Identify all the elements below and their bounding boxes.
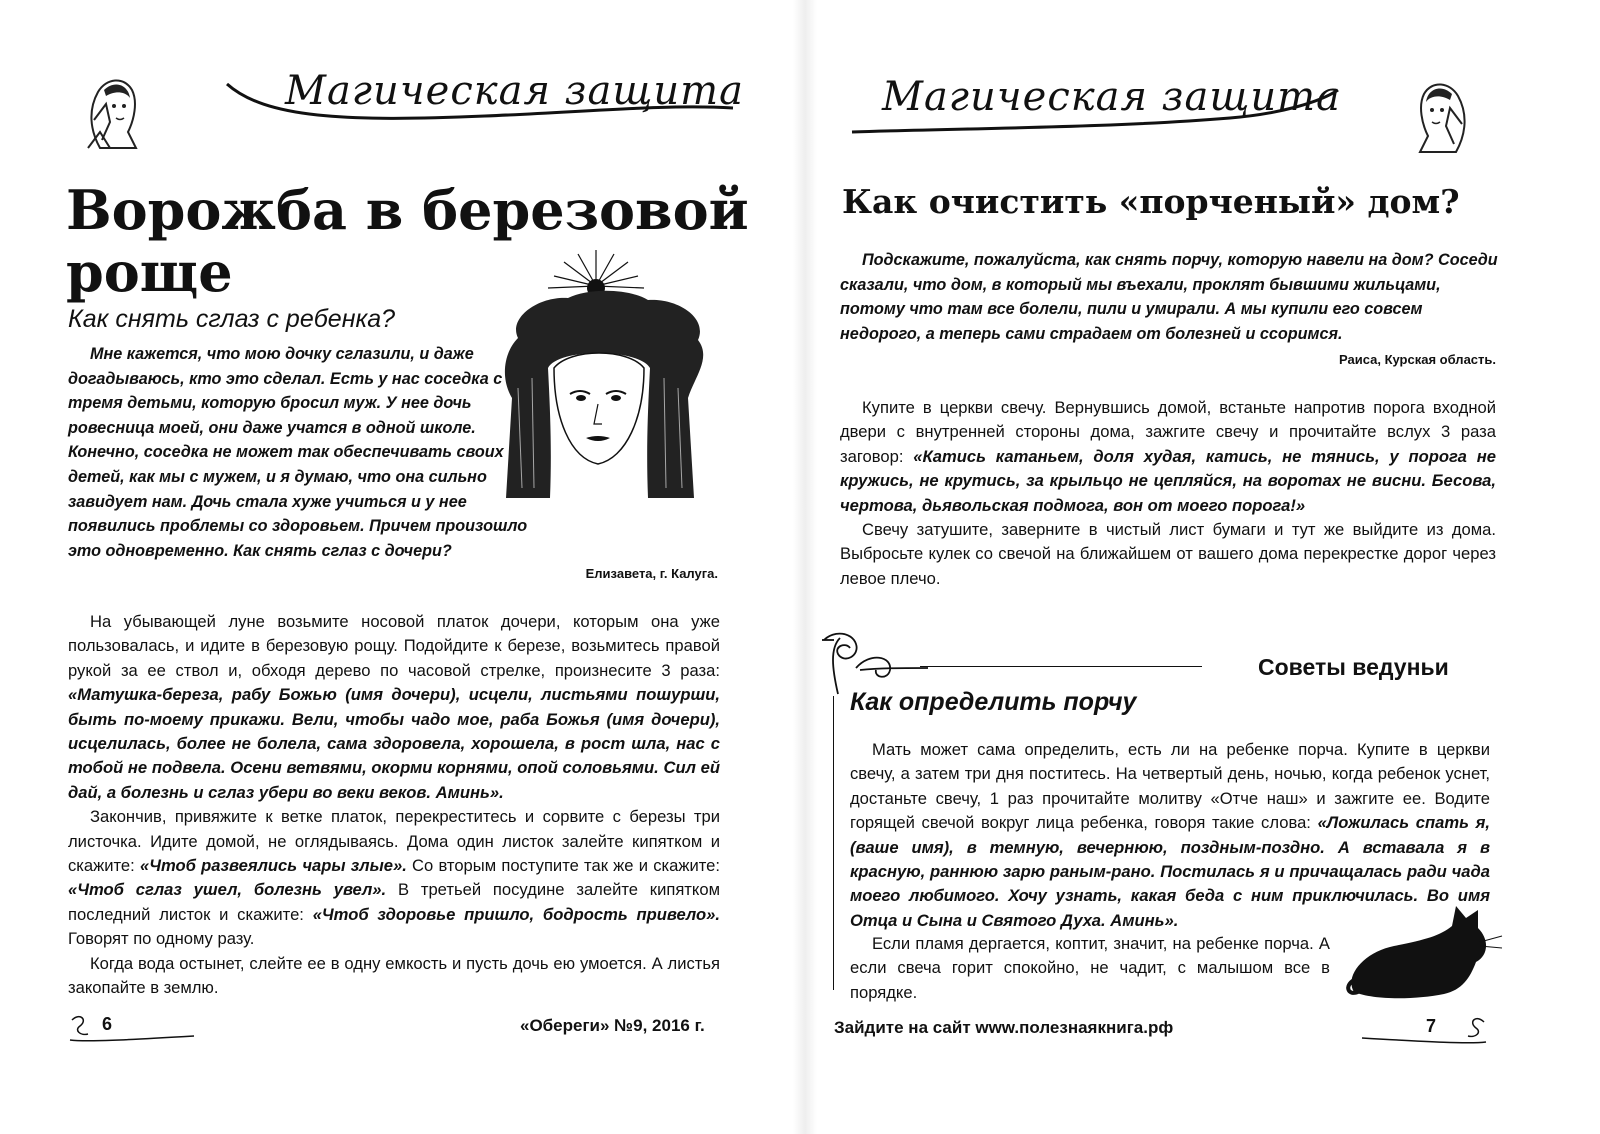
issue-label: «Обереги» №9, 2016 г. <box>520 1016 705 1035</box>
page-number-left: 6 <box>102 1014 113 1034</box>
flourish-icon-right <box>1360 1012 1490 1048</box>
woman-portrait-icon <box>80 70 146 150</box>
letter-signature-right: Раиса, Курская область. <box>1339 352 1496 367</box>
sidebar-paragraph-1-text: Мать может сама определить, есть ли на ребенке порча. Купите в церкви свечу, а затем три дня поститесь. На четвертый день, ночью, когда ребенок уснет, достаньте свечу, 1 раз прочитайте молитву «Отче наш» и зажгите ее. Водите горящей свечой вокруг лица ребенка, говоря такие слова: <box>850 740 1490 833</box>
paragraph-2-c: Со вторым поступите так же и скажите: <box>406 856 720 876</box>
paragraph-2-e: В третьей посудине залейте кипятком последний листок и скажите: <box>68 880 720 924</box>
letter-signature: Елизавета, г. Калуга. <box>585 566 718 581</box>
paragraph-r2: Свечу затушите, заверните в чистый лист бумаги и тут же выйдите из дома. Выбросьте кулек со свечой на ближайшем от вашего дома перекрестке дорог через левое плечо. <box>840 520 1496 588</box>
paragraph-1 <box>68 610 720 805</box>
article-body-right <box>840 396 1496 591</box>
book-spine <box>793 0 817 1134</box>
tree-woman-illustration <box>498 248 720 498</box>
paragraph-2-f: «Чтоб здоровье пришло, бодрость привело». <box>312 904 720 924</box>
paragraph-2-g: Говорят по одному разу. <box>68 929 255 949</box>
sidebar-body-2 <box>850 932 1330 1005</box>
paragraph-1-text: На убывающей луне возьмите носовой платок дочери, которым она уже пользовалась, и идите в березовую рощу. Подойдите к березе, возьмитесь правой рукой за ее ствол и, обходя дерево по часовой стрелке, произнесите 3 раза: <box>68 612 720 680</box>
subhead: Как снять сглаз с ребенка? <box>68 305 396 333</box>
reader-letter-right: Подскажите, пожалуйста, как снять порчу, которую навели на дом? Соседи сказали, что дом, в который мы въехали, проклят бывшими жильцами, потому что там все болели, пили и умирали. А мы купили его совсем недорого, а теперь сами страдаем от болезней и ссоримся. <box>840 251 1498 343</box>
paragraph-2-d: «Чтоб сглаз ушел, болезнь увел». <box>68 880 387 900</box>
left-page <box>0 0 790 1134</box>
footer-site: Зайдите на сайт www.полезнаякнига.рф <box>834 1018 1174 1037</box>
sidebar-paragraph-2: Если пламя дергается, коптит, значит, на ребенке порча. А если свеча горит спокойно, не чадит, с малышом все в порядке. <box>850 934 1330 1002</box>
header-title-right: Магическая защита <box>882 74 1341 120</box>
paragraph-2-a: Закончив, привяжите к ветке платок, перекреститесь и сорвите с березы три листочка. Идите домой, не оглядываясь. Дома один листок залейте кипятком и скажите: <box>68 807 720 876</box>
headline-line1: Ворожба в березовой <box>66 178 749 242</box>
reader-letter: Мне кажется, что мою дочку сглазили, и даже догадываюсь, кто это сделал. Есть у нас соседка с тремя детьми, которую бросил муж. У нее дочь ровесница моей, они даже учатся в одной школе. Конечно, соседка не может так обеспечивать своих детей, как мы с мужем, и я думаю, что она сильно завидует нам. Дочь стала хуже учиться и у нее появились проблемы со здоровьем. Причем произошло это одновременно. Как снять сглаз с дочери? <box>68 345 528 560</box>
headline-right: Как очистить «порченый» дом? <box>842 182 1460 221</box>
flourish-icon <box>66 1010 196 1046</box>
sidebar-paragraph-1-spell: «Ложилась спать я, (ваше имя), в темную, вечернюю, поздным-поздно. А вставала я в красную, раннюю зарю раным-рано. Постилась я и причащалась ради чада моего любимого. Хочу узнать, какая беда с ним приключилась. Во имя Отца и Сына и Святого Духа. Аминь». <box>850 813 1490 930</box>
sidebar-top-rule <box>920 666 1202 667</box>
sidebar-left-rule <box>833 696 834 990</box>
woman-portrait-icon-right <box>1410 74 1476 154</box>
paragraph-2 <box>68 805 720 951</box>
page-number-right: 7 <box>1426 1016 1437 1036</box>
paragraph-r1-text: Купите в церкви свечу. Вернувшись домой, встаньте напротив порога входной двери с внутренней стороны дома, зажгите свечу и прочитайте вслух 3 раза заговор: <box>840 398 1496 466</box>
paragraph-2-b: «Чтоб развеялись чары злые». <box>140 856 407 876</box>
headline-line2: роще <box>66 240 233 304</box>
cat-icon <box>1344 896 1504 1000</box>
paragraph-r1 <box>840 396 1496 518</box>
paragraph-3: Когда вода остынет, слейте ее в одну емкость и пусть дочь ею умоется. А листья закопайте в землю. <box>68 953 720 998</box>
right-page <box>820 0 1600 1134</box>
paragraph-r1-spell: «Катись катаньем, доля худая, катись, не тянись, у порога не кружись, не крутись, за крыльцо не цепляйся, на воротах не висни. Бесова, чертова, дьявольская подмога, вон от моего порога!» <box>840 446 1496 515</box>
sidebar-title: Советы ведуньи <box>1258 654 1449 680</box>
sidebar-headline: Как определить порчу <box>850 688 1137 716</box>
article-body <box>68 610 720 1001</box>
header-title: Магическая защита <box>285 68 744 114</box>
paragraph-1-spell: «Матушка-береза, рабу Божью (имя дочери), исцели, листьями пошурши, быть по-моему прикажи. Вели, чтобы чадо мое, раба Божья (имя дочери), исцелилась, более не болела, сама здоровела, хорошела, в рост шла, нас с тобой не подвела. Осени ветвями, окорми корнями, опой соловьями. Сил ей дай, а болезнь и сглаз убери во веки веков. Аминь». <box>68 685 720 802</box>
